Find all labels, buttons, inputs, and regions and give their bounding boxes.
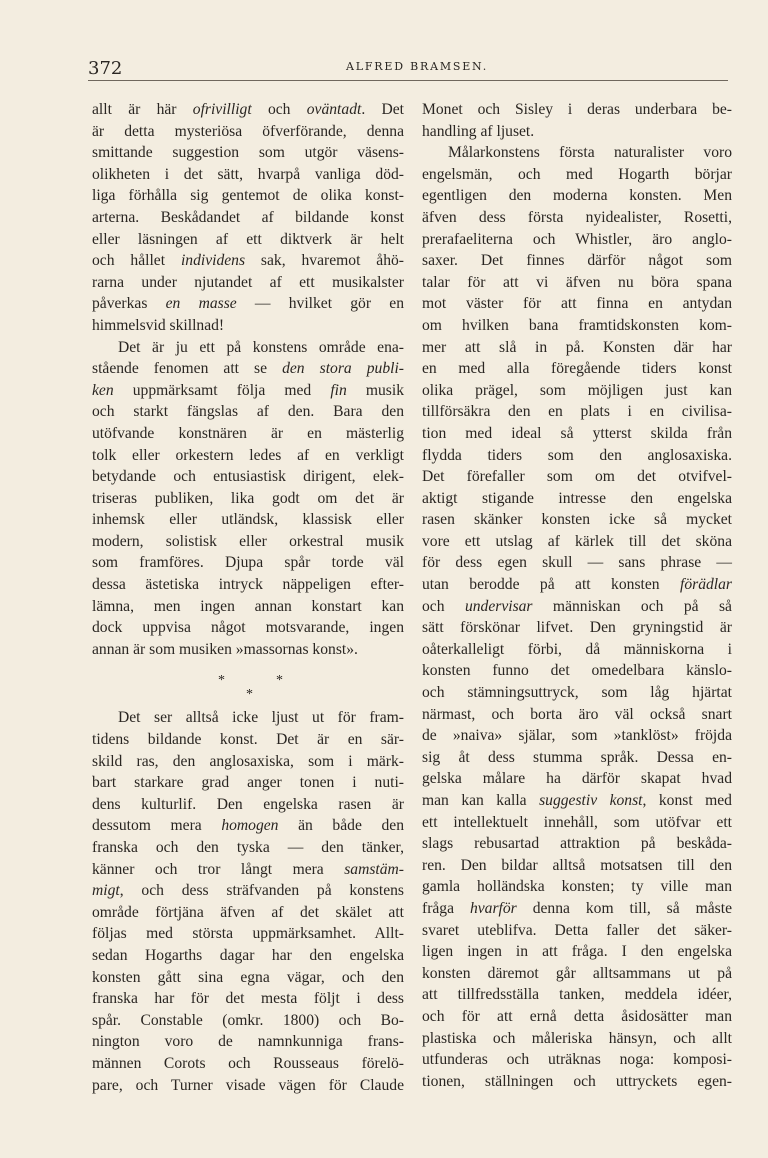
text-line: utfunderas och uträknas noga: komposi-	[422, 1051, 732, 1069]
text-line: mer att slå in på. Konsten där har	[422, 338, 732, 356]
text-line: närmast, och borta äro väl också snart	[422, 705, 732, 723]
text-line: Monet och Sisley i deras underbara be-	[422, 101, 732, 118]
right-column	[422, 99, 732, 1092]
italic-phrase: undervisar	[464, 597, 533, 615]
text-line: lämna, men ingen annan konstart kan	[92, 597, 404, 615]
text-line: Det förefaller som om det otvifvel-	[422, 468, 732, 486]
text-line: smittande suggestion som utgör väsens-	[92, 144, 404, 162]
text-line: konsten funno det omedelbara känslo-	[422, 662, 732, 680]
text-line: männen Corots och Rousseaus förelö-	[92, 1054, 404, 1072]
text-line: rasen skänker konsten icke så mycket	[422, 511, 732, 529]
text-line: mot väster för att finna en antydan	[422, 295, 732, 313]
text-line: tillförsäkra den en plats i en civilisa-	[422, 403, 732, 421]
italic-phrase: individens	[180, 252, 246, 270]
text-line: betydande och entusiastisk dirigent, elek-	[92, 468, 404, 486]
text-line: påverkas en masse — hvilket gör en	[92, 295, 404, 313]
text-line: rarna under njutandet af ett musikalster	[92, 273, 404, 291]
text-line: och hållet individens sak, hvaremot åhö-	[92, 252, 404, 270]
text-line: tion med ideal så ytterst skilda från	[422, 424, 732, 442]
text-line: är detta mysteriösa öfverförande, denna	[92, 122, 404, 140]
text-line: en med alla föregående tiders konst	[422, 360, 732, 378]
text-line: ren. Den bildar alltså motsatsen till den	[422, 856, 732, 874]
italic-phrase: fin	[330, 381, 347, 399]
text-line: vore ett utslag af kärlek till det sköna	[422, 532, 732, 550]
asterism-star: *	[276, 673, 283, 689]
text-line: modern, solistisk eller orkestral musik	[92, 532, 404, 550]
text-line: för dess egen skull — sans phrase —	[422, 554, 732, 572]
text-line: sig åt dess stumma språk. Dessa en-	[422, 748, 732, 766]
text-line: arterna. Beskådandet af bildande konst	[92, 208, 404, 226]
text-line: ken uppmärksamt följa med fin musik	[92, 381, 404, 399]
text-line: konsten gått sina egna vägar, och den	[92, 968, 404, 986]
text-line: utöfvande konstnären är en mästerlig	[92, 424, 404, 442]
text-line: svaret uteblifva. Detta faller det säker-	[422, 921, 732, 939]
text-line: inhemsk eller utländsk, klassisk eller	[92, 511, 404, 529]
text-line: franska och den tyska — den tänker,	[92, 839, 404, 856]
italic-phrase: samstäm-	[344, 860, 404, 878]
text-line: tionen, ställningen och uttryckets egen-	[422, 1072, 732, 1090]
text-line: nington voro de namnkunniga frans-	[92, 1033, 404, 1051]
text-line: tidens bildande konst. Det är en sär-	[92, 731, 404, 749]
text-line: plastiska och måleriska hänsyn, och allt	[422, 1029, 732, 1047]
text-line: fråga hvarför denna kom till, så måste	[422, 899, 732, 917]
text-line: de »naiva» själar, som »tanklöst» fröjda	[422, 727, 732, 745]
text-line: slags rebusartad attraktion på beskåda-	[422, 835, 732, 853]
text-line: Det ser alltså icke ljust ut för fram-	[118, 709, 404, 727]
italic-phrase: ofrivilligt	[192, 101, 252, 118]
text-line: och stämningsuttryck, som låg hjärtat	[422, 684, 732, 702]
text-line: och för att ernå detta åsidosätter man	[422, 1007, 732, 1025]
left-column	[92, 99, 404, 1096]
text-line: gamla holländska konsten; ty ville man	[422, 878, 732, 896]
header-rule	[88, 80, 728, 81]
text-line: område förtjäna äfven af det skälet att	[92, 903, 404, 921]
text-line: prerafaeliterna och Whistler, äro anglo-	[422, 230, 732, 248]
text-line: aktigt stigande intresse den engelska	[422, 489, 732, 507]
italic-phrase: oväntadt	[306, 101, 362, 118]
text-line: engelsmän, och med Hogarth börjar	[422, 165, 732, 183]
italic-phrase: homogen	[221, 817, 279, 835]
text-line: följas med största uppmärksamhet. Allt-	[92, 925, 404, 943]
text-line: olikheten i det sätt, hvarpå vanliga död-	[92, 165, 404, 183]
text-line: eller läsningen af ett diktverk är helt	[92, 230, 404, 248]
text-line: spår. Constable (omkr. 1800) och Bo-	[92, 1011, 404, 1029]
text-line: handling af ljuset.	[422, 122, 535, 140]
text-line: dessutom mera homogen än både den	[92, 817, 404, 835]
text-line: att tillfredsställa tanken, meddela idéer,	[422, 986, 732, 1004]
text-line: som framföres. Djupa spår torde väl	[92, 554, 404, 572]
text-line: franska har för det mesta följt i dess	[92, 990, 404, 1008]
text-line: gelska målare ha därför skapat hvad	[422, 770, 732, 788]
text-line: Målarkonstens första naturalister voro	[448, 144, 732, 162]
text-line: känner och tror långt mera samstäm-	[92, 860, 404, 878]
text-line: konsten däremot går alltsammans ut på	[422, 964, 732, 982]
text-line: och starkt fängslas af den. Bara den	[92, 403, 404, 421]
text-line: dessa ästetiska intryck näppeligen efter-	[92, 576, 404, 594]
text-line: skild ras, den anglosaxiska, som i märk-	[92, 752, 404, 770]
text-line: allt är här ofrivilligt och oväntadt. Det	[92, 101, 405, 118]
text-line: tolk eller orkestern ledes af en verkligt	[92, 446, 404, 464]
italic-phrase: hvarför	[469, 899, 517, 917]
text-line: stående fenomen att se den stora publi-	[92, 360, 404, 378]
text-line: sätt förskönar lifvet. Den gryningstid är	[422, 619, 732, 637]
text-line: ett intellektuelt innehåll, som utöfvar ett	[422, 813, 732, 831]
text-line: talar för att vi äfven nu böra spana	[422, 273, 732, 291]
italic-phrase: den stora publi-	[282, 360, 404, 378]
text-line: och undervisar människan och på så	[422, 597, 732, 615]
text-line: oåterkalleligt förbi, då människorna i	[422, 640, 732, 658]
italic-phrase: ken	[92, 381, 114, 399]
italic-phrase: migt	[92, 882, 120, 900]
text-line: bart starkare grad anger tonen i nuti-	[92, 774, 404, 792]
text-line: dock uppvisa något motsvarande, ingen	[92, 619, 404, 637]
text-line: olika prägel, som möjligen just kan	[422, 381, 732, 399]
italic-phrase: suggestiv konst	[539, 792, 643, 809]
text-line: man kan kalla suggestiv konst, konst med	[422, 792, 732, 809]
italic-phrase: en masse	[165, 295, 237, 313]
running-head: ALFRED BRAMSEN.	[346, 60, 489, 73]
text-line: äfven dess första nyidealister, Rosetti,	[422, 208, 732, 226]
text-line: sedan Hogarths dagar har den engelska	[92, 946, 404, 964]
text-line: annan är som musiken »massornas konst».	[92, 640, 358, 658]
page-number: 372	[88, 58, 123, 79]
asterism-star: *	[218, 673, 225, 689]
text-line: himmelsvid skillnad!	[92, 316, 225, 334]
text-line: ligen ingen in att fråga. I den engelska	[422, 943, 732, 961]
text-line: flydda tiders som den anglosaxiska.	[422, 446, 732, 464]
text-line: egentligen den moderna konsten. Men	[422, 187, 732, 205]
text-line: triseras publiken, lika godt om det är	[92, 489, 404, 507]
text-line: liga förhålla sig gentemot de olika konst-	[92, 187, 404, 205]
text-line: om hvilken bana framtidskonsten kom-	[422, 316, 732, 334]
text-line: Det är ju ett på konstens område ena-	[118, 338, 404, 356]
text-line: utan berodde på att konsten förädlar	[422, 576, 732, 594]
text-line: migt, och dess sträfvanden på konstens	[92, 882, 404, 900]
text-line: saxer. Det finnes därför något som	[422, 252, 732, 270]
text-line: dens kulturlif. Den engelska rasen är	[92, 795, 404, 813]
section-break	[92, 660, 404, 707]
italic-phrase: förädlar	[680, 576, 732, 594]
text-line: pare, och Turner visade vägen för Claude	[92, 1076, 404, 1094]
asterism-star: *	[246, 687, 253, 703]
